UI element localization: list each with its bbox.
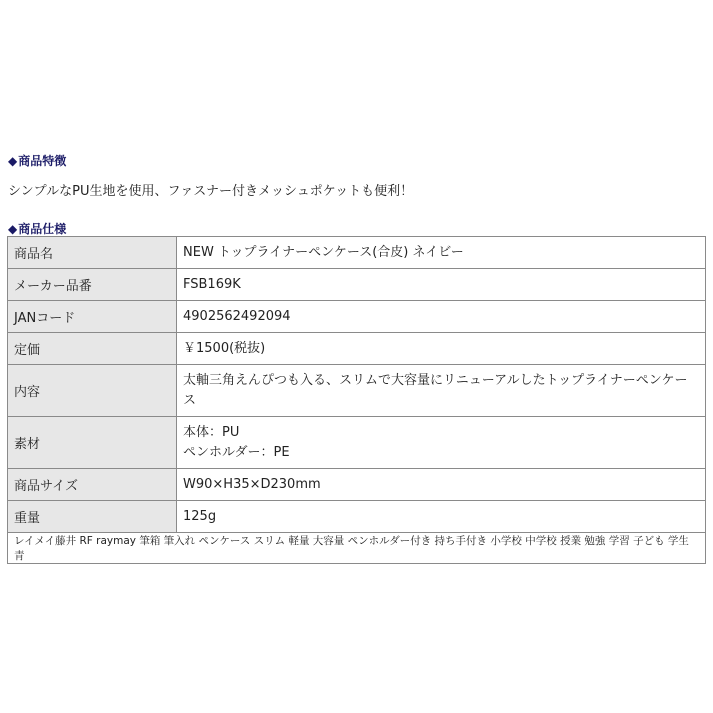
spec-row-maker-code <box>8 269 706 301</box>
spec-row-contents <box>8 365 706 417</box>
spec-value: 125g <box>177 501 706 533</box>
spec-value: FSB169K <box>177 269 706 301</box>
spec-row-keywords <box>8 533 706 564</box>
spec-label: 内容 <box>8 365 177 417</box>
spec-label: 商品名 <box>8 237 177 269</box>
spec-table <box>7 236 706 564</box>
spec-row-weight <box>8 501 706 533</box>
spec-label: JANコード <box>8 301 177 333</box>
spec-row-price <box>8 333 706 365</box>
spec-value: 4902562492094 <box>177 301 706 333</box>
spec-row-size <box>8 469 706 501</box>
diamond-icon: ◆ <box>8 154 18 168</box>
spec-value: NEW トップライナーペンケース(合皮) ネイビー <box>177 237 706 269</box>
spec-row-product-name <box>8 237 706 269</box>
feature-heading <box>8 152 66 169</box>
feature-heading-title: 商品特徴 <box>18 154 67 168</box>
spec-value: 太軸三角えんぴつも入る、スリムで大容量にリニューアルしたトップライナーペンケー ス <box>177 365 706 417</box>
spec-value: W90×H35×D230mm <box>177 469 706 501</box>
spec-label: 素材 <box>8 417 177 469</box>
spec-label: 重量 <box>8 501 177 533</box>
spec-row-material <box>8 417 706 469</box>
spec-value: 本体：PU ペンホルダー：PE <box>177 417 706 469</box>
spec-value: ￥1500(税抜) <box>177 333 706 365</box>
feature-description: シンプルなPU生地を使用、ファスナー付きメッシュポケットも便利！ <box>8 184 414 199</box>
spec-label: 商品サイズ <box>8 469 177 501</box>
spec-heading-title: 商品仕様 <box>18 222 67 236</box>
keywords-cell: レイメイ藤井 RF raymay 筆箱 筆入れ ペンケース スリム 軽量 大容量 ペンホルダー付き 持ち手付き 小学校 中学校 授業 勉強 学習 子ども 学生 青 <box>8 533 706 564</box>
diamond-icon: ◆ <box>8 222 18 236</box>
spec-label: 定価 <box>8 333 177 365</box>
spec-row-jan-code <box>8 301 706 333</box>
spec-heading <box>8 220 66 237</box>
spec-label: メーカー品番 <box>8 269 177 301</box>
